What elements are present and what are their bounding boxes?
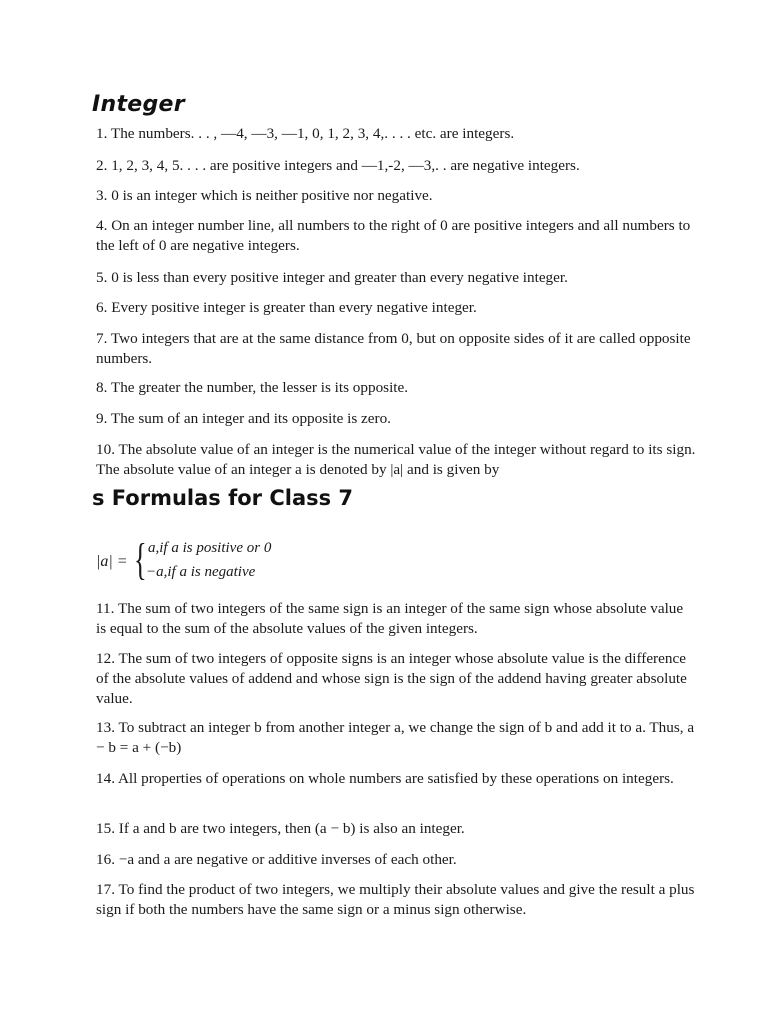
list-item-7: 7. Two integers that are at the same distance from 0, but on opposite sides of it are called opposite numbers. (96, 330, 691, 367)
list-item-1: 1. The numbers. . . , —4, —3, —1, 0, 1, 2, 3, 4,. . . . etc. are integers. (96, 125, 515, 142)
list-item-11: 11. The sum of two integers of the same sign is an integer of the same sign whose absolute value is equal to the sum of the absolute values of the given integers. (96, 600, 684, 637)
list-item-8: 8. The greater the number, the lesser is its opposite. (96, 379, 409, 396)
list-item-12: 12. The sum of two integers of opposite signs is an integer whose absolute value is the difference of the absolute values of addend and whose sign is the sign of the addend having greater absolute value. (96, 650, 687, 707)
formula-case-positive: a,if a is positive or 0 (148, 540, 272, 556)
list-item-17: 17. To find the product of two integers, we multiply their absolute values and give the result a plus sign if both the numbers have the same sign or a minus sign otherwise. (96, 881, 695, 918)
list-item-13: 13. To subtract an integer b from another integer a, we change the sign of b and add it to a. Thus, a − b = a + (−b) (96, 719, 695, 756)
list-item-3: 3. 0 is an integer which is neither positive nor negative. (96, 187, 433, 204)
list-item-6: 6. Every positive integer is greater than every negative integer. (96, 299, 477, 316)
list-item-14: 14. All properties of operations on whole numbers are satisfied by these operations on integers. (96, 770, 674, 787)
list-item-9: 9. The sum of an integer and its opposite is zero. (96, 410, 391, 427)
list-item-15: 15. If a and b are two integers, then (a − b) is also an integer. (96, 820, 465, 837)
section-heading-formulas: s Formulas for Class 7 (92, 486, 354, 510)
section-heading-integer: Integer (92, 92, 185, 117)
list-item-2: 2. 1, 2, 3, 4, 5. . . . are positive integers and —1,-2, —3,. . are negative integers. (96, 157, 580, 174)
formula-case-negative: −a,if a is negative (146, 564, 256, 580)
list-item-16: 16. −a and a are negative or additive inverses of each other. (96, 851, 457, 868)
formula-brace: { (134, 535, 147, 584)
absolute-value-formula (96, 535, 356, 586)
formula-lhs: |a| = (96, 553, 128, 570)
list-item-4: 4. On an integer number line, all numbers to the right of 0 are positive integers and all numbers to the left of 0 are negative integers. (96, 217, 691, 254)
list-item-10: 10. The absolute value of an integer is the numerical value of the integer without regard to its sign. The absolute value of an integer a is denoted by |a| and is given by (96, 441, 696, 478)
list-item-5: 5. 0 is less than every positive integer and greater than every negative integer. (96, 269, 568, 286)
